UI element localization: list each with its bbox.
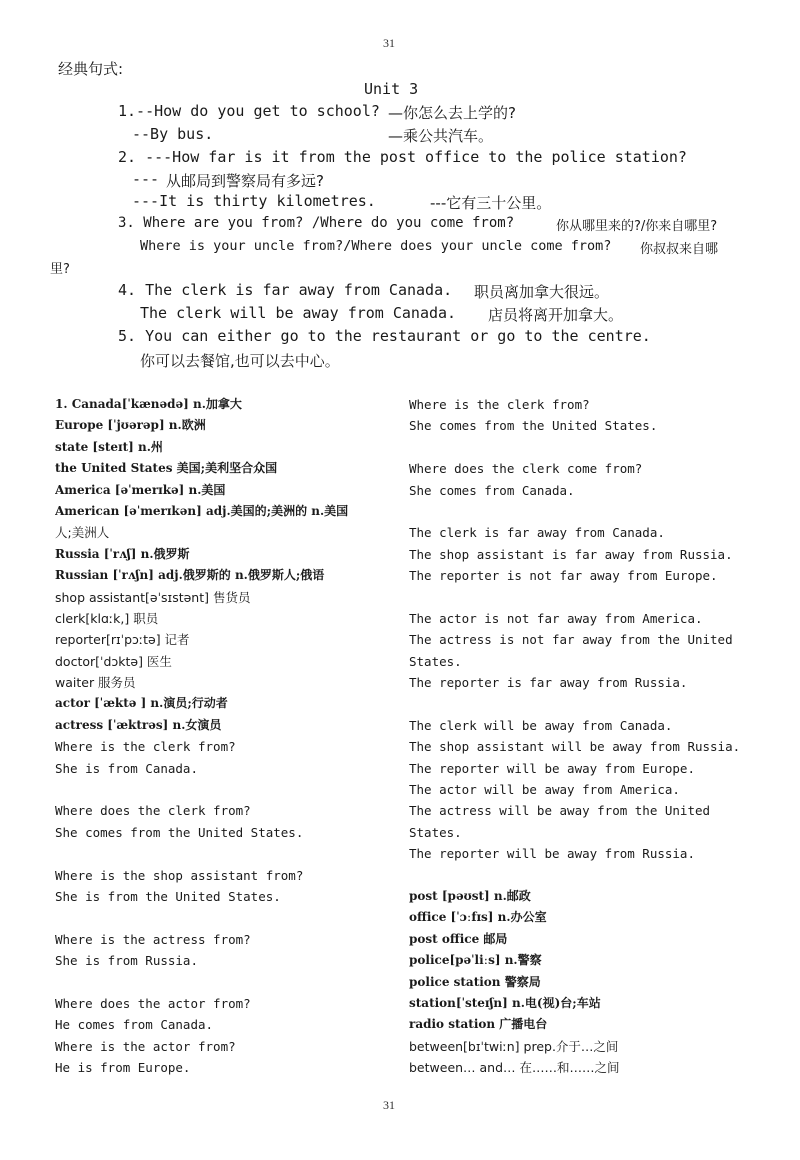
sentence-3b-cn-wrap: 里?	[50, 262, 70, 277]
vocab-clerk: clerk[klɑːk,] 职员	[55, 610, 159, 626]
right-line: The actress will be away from the United	[409, 803, 711, 819]
vocab-police-station: police station 警察局	[409, 974, 541, 989]
left-line: She is from Russia.	[55, 953, 198, 969]
right-line: The clerk is far away from Canada.	[409, 525, 665, 541]
right-line: The shop assistant will be away from Russia.	[409, 739, 741, 755]
left-line: Where is the shop assistant from?	[55, 867, 304, 883]
vocab-between-and: between… and… 在……和……之间	[409, 1060, 620, 1076]
vocab-radio-station: radio station 广播电台	[409, 1017, 548, 1032]
vocab-canada: 1. Canada[ˈkænədə] n.加拿大	[55, 397, 242, 411]
right-line: States.	[409, 824, 462, 840]
vocab-europe: Europe [ˈjʊərəp] n.欧洲	[55, 418, 206, 433]
page-number-bottom: 31	[383, 1098, 395, 1112]
right-line: The reporter will be away from Europe.	[409, 760, 695, 776]
left-column	[55, 394, 385, 1079]
sentence-2b-en: ---	[132, 170, 160, 188]
vocab-shop-assistant: shop assistant[əˈsɪstənt] 售货员	[55, 589, 251, 605]
sentence-5-cn: 你可以去餐馆,也可以去中心。	[140, 352, 340, 370]
sentence-3b-en: Where is your uncle from?/Where does your uncle come from?	[140, 238, 612, 254]
sentence-1-en: 1.--How do you get to school?	[118, 102, 380, 120]
sentence-4b-en: The clerk will be away from Canada.	[140, 304, 457, 322]
left-line: She comes from the United States.	[55, 824, 304, 840]
vocab-office: office [ˈɔːfɪs] n.办公室	[409, 910, 547, 925]
vocab-state: state [steɪt] n.州	[55, 439, 163, 454]
sentence-4-en: 4. The clerk is far away from Canada.	[118, 281, 453, 299]
left-line: Where is the actor from?	[55, 1038, 236, 1054]
vocab-actor: actor [ˈæktə ] n.演员;行动者	[55, 696, 228, 711]
sentence-3-en: 3. Where are you from? /Where do you come from?	[118, 215, 515, 231]
sentence-3-cn: 你从哪里来的?/你来自哪里?	[556, 219, 718, 234]
right-line: The reporter is far away from Russia.	[409, 675, 688, 691]
page-heading: 经典句式:	[58, 60, 124, 78]
sentence-4-cn: 职员离加拿大很远。	[474, 283, 610, 301]
right-line: The actor is not far away from America.	[409, 610, 703, 626]
sentence-4b-cn: 店员将离开加拿大。	[488, 306, 624, 324]
left-line: She is from Canada.	[55, 760, 198, 776]
sentence-5-en: 5. You can either go to the restaurant or go to the centre.	[118, 327, 651, 345]
sentence-3b-cn: 你叔叔来自哪	[640, 242, 719, 257]
vocab-america: America [əˈmerɪkə] n.美国	[55, 482, 226, 497]
right-line: Where does the clerk come from?	[409, 461, 643, 477]
left-line: Where is the actress from?	[55, 931, 251, 947]
sentence-1b-en: --By bus.	[132, 125, 214, 143]
sentence-2-en: 2. ---How far is it from the post office to the police station?	[118, 148, 687, 166]
vocab-american: American [əˈmerɪkən] adj.美国的;美洲的 n.美国	[55, 503, 349, 518]
vocab-reporter: reporter[rɪˈpɔːtə] 记者	[55, 632, 190, 648]
right-line: The reporter will be away from Russia.	[409, 846, 695, 862]
vocab-post: post [pəʊst] n.邮政	[409, 888, 531, 903]
vocab-between: between[bɪˈtwiːn] prep.介于…之间	[409, 1038, 619, 1054]
sentence-1-cn: —你怎么去上学的?	[388, 104, 516, 122]
right-line: The shop assistant is far away from Russia.	[409, 546, 733, 562]
sentence-1b-cn: —乘公共汽车。	[388, 127, 494, 145]
vocab-police: police[pəˈliːs] n.警察	[409, 953, 542, 968]
left-line: Where is the clerk from?	[55, 739, 236, 755]
left-line: Where does the actor from?	[55, 995, 251, 1011]
vocab-american-wrap: 人;美洲人	[55, 525, 110, 541]
vocab-actress: actress [ˈæktrəs] n.女演员	[55, 717, 222, 732]
vocab-russian: Russian [ˈrʌʃn] adj.俄罗斯的 n.俄罗斯人;俄语	[55, 568, 325, 583]
left-line: She is from the United States.	[55, 888, 281, 904]
right-line: She comes from the United States.	[409, 418, 658, 434]
right-line: The actress is not far away from the United	[409, 632, 733, 648]
vocab-united-states: the United States 美国;美利坚合众国	[55, 461, 278, 476]
sentence-2c-en: ---It is thirty kilometres.	[132, 192, 376, 210]
left-line: Where does the clerk from?	[55, 803, 251, 819]
left-line: He comes from Canada.	[55, 1017, 214, 1033]
right-line: She comes from Canada.	[409, 482, 575, 498]
vocab-station: station[ˈsteɪʃn] n.电(视)台;车站	[409, 995, 601, 1010]
right-line: The clerk will be away from Canada.	[409, 717, 673, 733]
unit-title: Unit 3	[364, 80, 419, 98]
right-column	[409, 394, 754, 1079]
page-number-top: 31	[383, 36, 395, 50]
right-line: The reporter is not far away from Europe.	[409, 568, 718, 584]
right-line: Where is the clerk from?	[409, 397, 590, 412]
vocab-doctor: doctor[ˈdɔktə] 医生	[55, 653, 172, 669]
right-line: The actor will be away from America.	[409, 782, 680, 798]
left-line: He is from Europe.	[55, 1060, 191, 1076]
right-line: States.	[409, 653, 462, 669]
sentence-2c-cn: ---它有三十公里。	[430, 194, 552, 212]
sentence-2b-cn: 从邮局到警察局有多远?	[166, 172, 324, 190]
vocab-waiter: waiter 服务员	[55, 675, 136, 691]
vocab-post-office: post office 邮局	[409, 931, 508, 946]
vocab-russia: Russia [ˈrʌʃ] n.俄罗斯	[55, 546, 190, 561]
